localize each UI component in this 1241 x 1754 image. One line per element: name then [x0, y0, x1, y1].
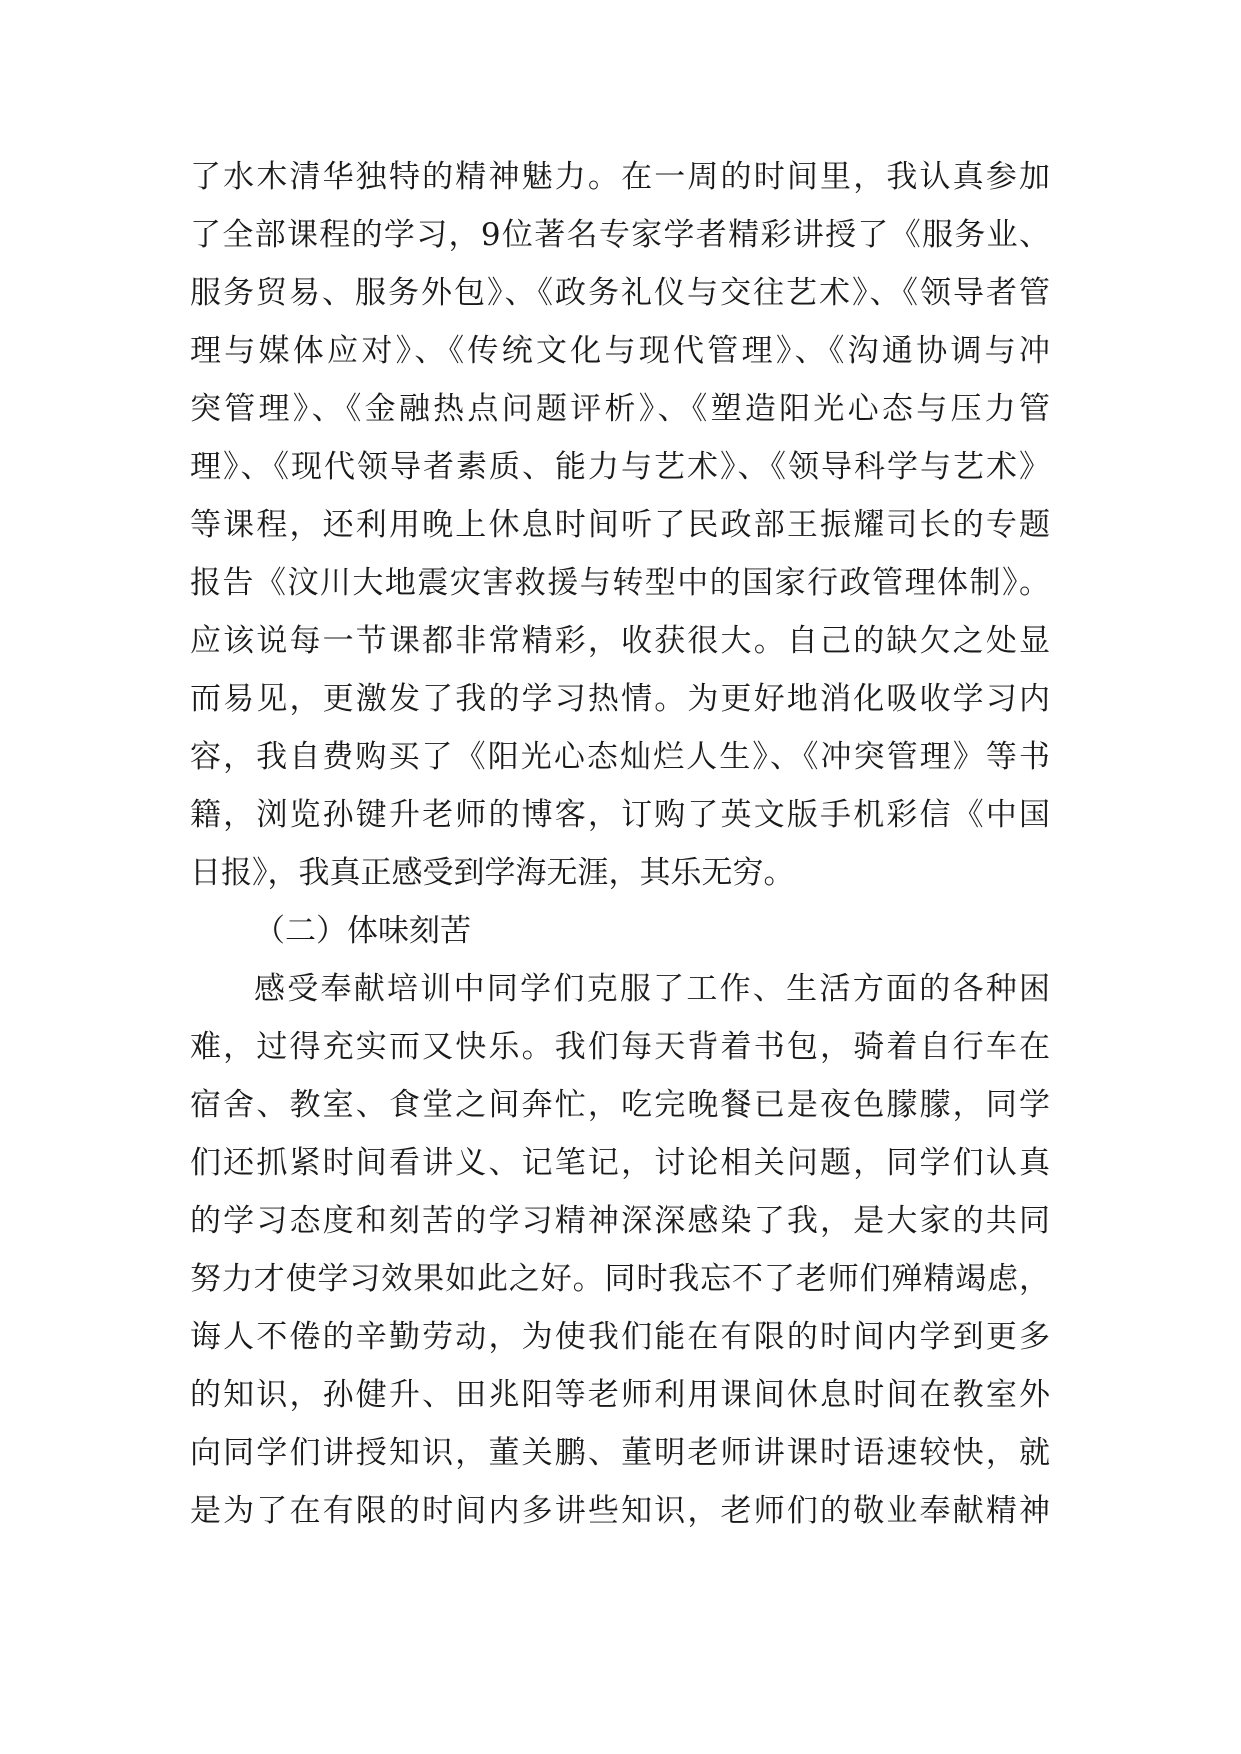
text-line: 理》、《现代领导者素质、能力与艺术》、《领导科学与艺术》 — [190, 449, 1050, 485]
text-line: 向同学们讲授知识，董关鹏、董明老师讲课时语速较快，就 — [190, 1435, 1050, 1471]
text-line: 报告《汶川大地震灾害救援与转型中的国家行政管理体制》。 — [190, 565, 1050, 601]
section-heading: （二）体味刻苦 — [254, 913, 471, 949]
text-line: 日报》，我真正感受到学海无涯，其乐无穷。 — [190, 855, 795, 891]
text-line: 的学习态度和刻苦的学习精神深深感染了我，是大家的共同 — [190, 1203, 1050, 1239]
text-line: 了水木清华独特的精神魅力。在一周的时间里，我认真参加 — [190, 159, 1050, 195]
text-line: 突管理》、《金融热点问题评析》、《塑造阳光心态与压力管 — [190, 391, 1050, 427]
text-line: 是为了在有限的时间内多讲些知识，老师们的敬业奉献精神 — [190, 1493, 1050, 1529]
text-line: 而易见，更激发了我的学习热情。为更好地消化吸收学习内 — [190, 681, 1050, 717]
text-line: 等课程，还利用晚上休息时间听了民政部王振耀司长的专题 — [190, 507, 1050, 543]
text-line: 难，过得充实而又快乐。我们每天背着书包，骑着自行车在 — [190, 1029, 1050, 1065]
text-line: 了全部课程的学习，9位著名专家学者精彩讲授了《服务业、 — [190, 217, 1050, 253]
text-line: 容，我自费购买了《阳光心态灿烂人生》、《冲突管理》等书 — [190, 739, 1050, 775]
text-line: 诲人不倦的辛勤劳动，为使我们能在有限的时间内学到更多 — [190, 1319, 1050, 1355]
text-line: 服务贸易、服务外包》、《政务礼仪与交往艺术》、《领导者管 — [190, 275, 1050, 311]
text-line: 宿舍、教室、食堂之间奔忙，吃完晚餐已是夜色朦朦，同学 — [190, 1087, 1050, 1123]
text-line: 努力才使学习效果如此之好。同时我忘不了老师们殚精竭虑， — [190, 1261, 1050, 1297]
text-line: 们还抓紧时间看讲义、记笔记，讨论相关问题，同学们认真 — [190, 1145, 1050, 1181]
text-line: 理与媒体应对》、《传统文化与现代管理》、《沟通协调与冲 — [190, 333, 1050, 369]
text-line: 应该说每一节课都非常精彩，收获很大。自己的缺欠之处显 — [190, 623, 1050, 659]
text-line: 籍，浏览孙键升老师的博客，订购了英文版手机彩信《中国 — [190, 797, 1050, 833]
text-line: 感受奉献培训中同学们克服了工作、生活方面的各种困 — [254, 971, 1050, 1007]
text-line: 的知识，孙健升、田兆阳等老师利用课间休息时间在教室外 — [190, 1377, 1050, 1413]
